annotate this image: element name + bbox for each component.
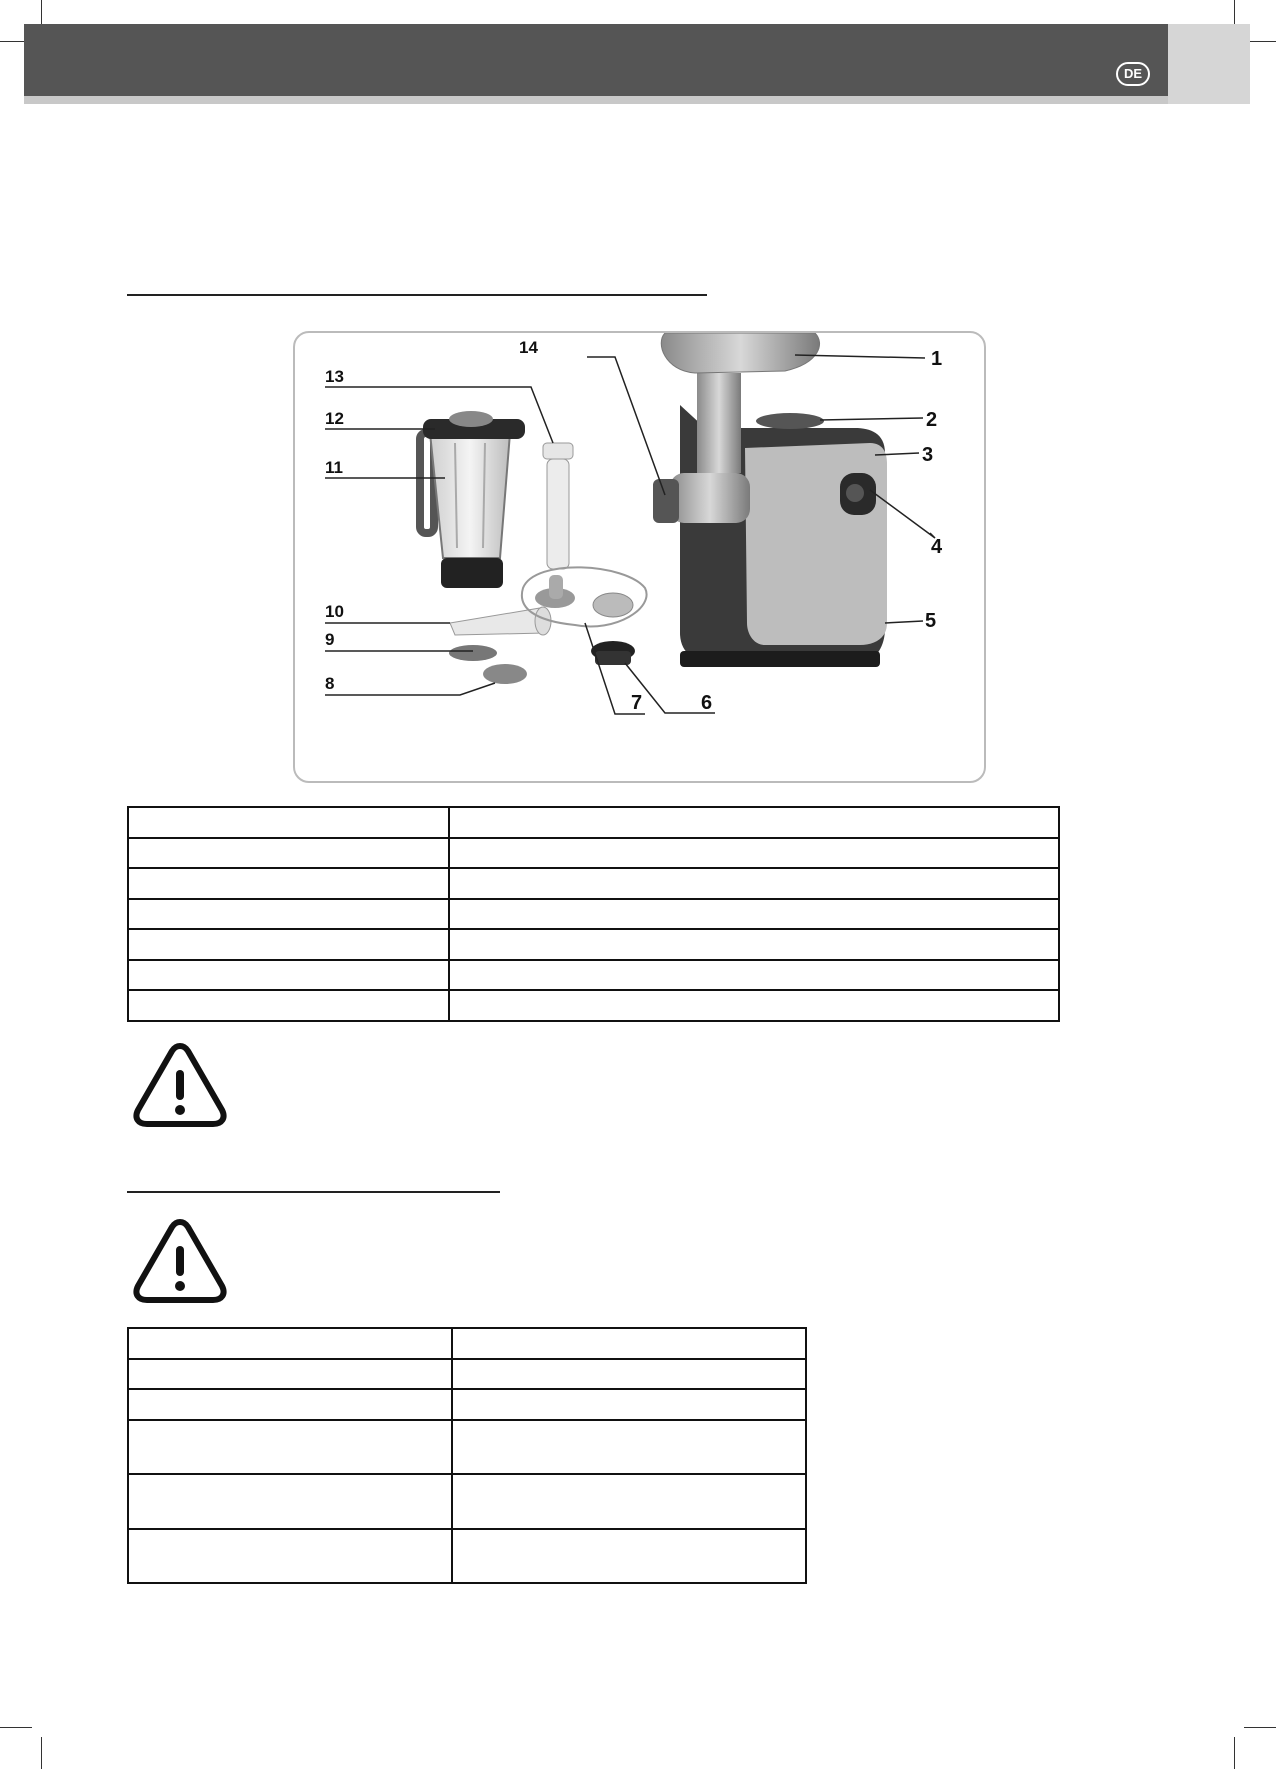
table-cell: [128, 838, 449, 868]
crop-mark: [1234, 1737, 1235, 1769]
table-cell: [452, 1389, 806, 1420]
callout-1: 1: [931, 348, 943, 370]
table-row: [128, 899, 1059, 929]
table-cell: [452, 1529, 806, 1583]
table-cell: [449, 990, 1059, 1021]
callout-6: 6: [701, 692, 713, 714]
table-cell: [452, 1359, 806, 1389]
table-cell: [128, 1328, 452, 1359]
page-header-bar: [24, 24, 1168, 96]
table-row: [128, 1328, 806, 1359]
product-figure: [293, 331, 986, 783]
table-row: [128, 1529, 806, 1583]
callout-13: 13: [325, 367, 344, 386]
table-cell: [128, 807, 449, 838]
callout-10: 10: [325, 602, 344, 621]
warning-triangle-icon: [132, 1040, 228, 1133]
table-row: [128, 1420, 806, 1474]
table-cell: [449, 807, 1059, 838]
callout-3: 3: [922, 444, 934, 466]
section-heading-rule: [127, 294, 707, 296]
callout-11: 11: [325, 458, 343, 477]
table-row: [128, 960, 1059, 990]
table-cell: [449, 899, 1059, 929]
callout-5: 5: [925, 610, 937, 632]
table-cell: [128, 1474, 452, 1529]
table-cell: [128, 960, 449, 990]
page-header-underline: [24, 96, 1250, 104]
table-cell: [449, 868, 1059, 899]
food-pusher: [543, 443, 573, 569]
table-cell: [128, 868, 449, 899]
language-badge: DE: [1116, 62, 1150, 86]
table-cell: [128, 1389, 452, 1420]
callout-2: 2: [926, 409, 938, 431]
product-illustration: [295, 333, 984, 781]
kebbe-attachment: [522, 567, 647, 626]
warning-triangle-icon: [132, 1216, 228, 1309]
table-row: [128, 838, 1059, 868]
table-row: [128, 807, 1059, 838]
crop-mark: [41, 1737, 42, 1769]
table-cell: [452, 1328, 806, 1359]
table-row: [128, 929, 1059, 960]
page-header-tab: [1168, 24, 1250, 104]
callout-9: 9: [325, 630, 335, 649]
table-cell: [452, 1474, 806, 1529]
table-cell: [128, 1529, 452, 1583]
parts-table: [127, 806, 1060, 1022]
section-heading-rule: [127, 1191, 500, 1193]
specifications-table: [127, 1327, 807, 1584]
table-cell: [128, 990, 449, 1021]
crop-mark: [0, 1727, 32, 1728]
table-cell: [128, 1359, 452, 1389]
crop-mark: [1244, 1727, 1276, 1728]
table-row: [128, 1389, 806, 1420]
table-cell: [128, 1420, 452, 1474]
callout-7: 7: [631, 692, 643, 714]
callout-4: 4: [931, 536, 943, 558]
callout-8: 8: [325, 674, 335, 693]
table-cell: [449, 929, 1059, 960]
table-cell: [452, 1420, 806, 1474]
callout-12: 12: [325, 409, 344, 428]
sausage-attachment: [450, 607, 551, 635]
table-cell: [449, 960, 1059, 990]
table-row: [128, 1359, 806, 1389]
blender-jug: [420, 411, 525, 588]
table-cell: [128, 899, 449, 929]
meat-grinder: [653, 333, 887, 667]
table-row: [128, 1474, 806, 1529]
table-row: [128, 868, 1059, 899]
callout-14: 14: [519, 338, 538, 357]
table-cell: [449, 838, 1059, 868]
table-row: [128, 990, 1059, 1021]
table-cell: [128, 929, 449, 960]
